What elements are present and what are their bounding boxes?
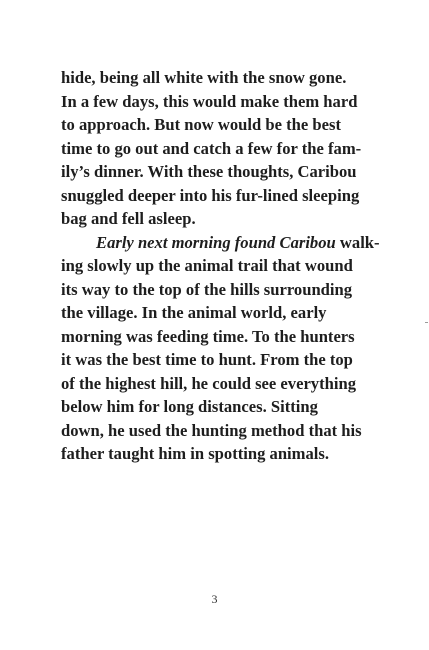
text-line: to approach. But now would be the best bbox=[61, 115, 341, 134]
text-line-first bbox=[61, 231, 381, 255]
paragraph-2 bbox=[61, 231, 381, 466]
text-line: of the highest hill, he could see everything bbox=[61, 373, 356, 393]
italic-lead-in: Early next morning found Caribou bbox=[96, 232, 336, 252]
text-line: down, he used the hunting method that his bbox=[61, 420, 362, 440]
text-line: father taught him in spotting animals. bbox=[61, 444, 329, 463]
text-line: In a few days, this would make them hard bbox=[61, 91, 358, 111]
body-text bbox=[61, 66, 381, 466]
text-line: snuggled deeper into his fur-lined sleeping bbox=[61, 185, 360, 205]
text-line: below him for long distances. Sitting bbox=[61, 397, 318, 416]
text-line: ily’s dinner. With these thoughts, Caribou bbox=[61, 162, 357, 181]
paragraph-1 bbox=[61, 66, 381, 231]
page-number: 3 bbox=[211, 592, 218, 606]
text-line: time to go out and catch a few for the fam- bbox=[61, 138, 362, 158]
text-line: bag and fell asleep. bbox=[61, 209, 196, 228]
page-edge-mark bbox=[425, 322, 428, 323]
text-line: the village. In the animal world, early bbox=[61, 303, 327, 322]
lead-in-rest: walk- bbox=[335, 232, 380, 252]
text-line: ing slowly up the animal trail that wound bbox=[61, 256, 353, 275]
text-line: it was the best time to hunt. From the top bbox=[61, 350, 353, 369]
text-line: its way to the top of the hills surrounding bbox=[61, 279, 353, 299]
text-line: hide, being all white with the snow gone. bbox=[61, 68, 347, 87]
text-line: morning was feeding time. To the hunters bbox=[61, 326, 355, 346]
